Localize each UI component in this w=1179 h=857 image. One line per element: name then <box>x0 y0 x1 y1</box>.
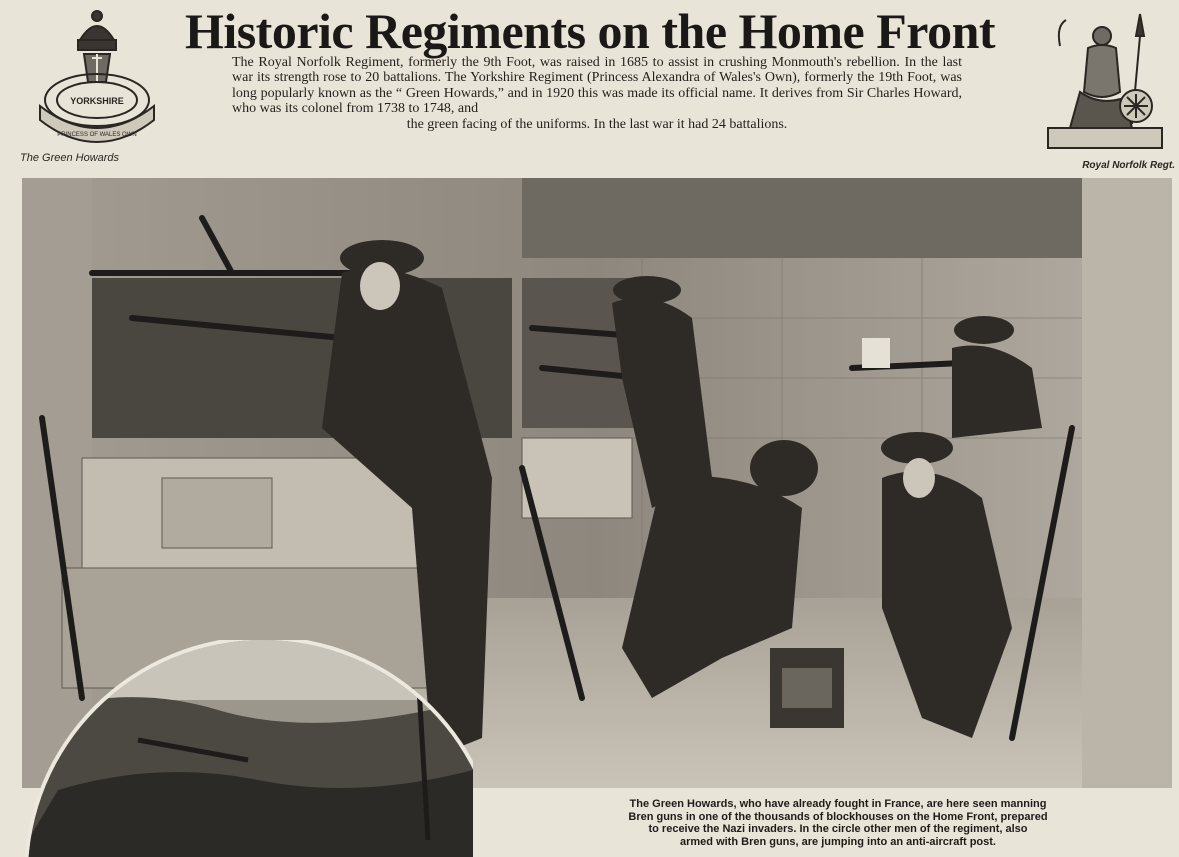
caption-line: to receive the Nazi invaders. In the circle other men of the regiment, also <box>648 823 1028 836</box>
photo-caption <box>520 798 1156 848</box>
intro-line: name. It derives from Sir Charles Howard, who was its colonel from 1738 to 1748, and <box>232 85 962 117</box>
page-title: Historic Regiments on the Home Front <box>184 3 996 59</box>
anti-aircraft-post-inset <box>18 640 473 857</box>
right-crest-caption: Royal Norfolk Regt. <box>1082 160 1175 171</box>
intro-paragraph <box>232 55 962 132</box>
caption-line: Bren guns in one of the thousands of blockhouses on the Home Front, prepared <box>628 810 1048 823</box>
crest-ring-text: PRINCESS OF WALES OWN <box>57 132 137 138</box>
intro-line: long popularly known as the “ Green Howards,” and in 1920 this was made its official <box>232 85 719 101</box>
intro-line: Yorkshire Regiment (Princess Alexandra of Wales's Own), formerly the 19th Foot, was <box>470 70 962 86</box>
britannia-crest-icon <box>1040 6 1170 156</box>
crest-band-text: YORKSHIRE <box>70 96 124 106</box>
intro-line: crushing Monmouth's rebellion. In the last war its strength rose to 20 battalions. The <box>232 55 962 86</box>
caption-line: armed with Bren guns, are jumping into an anti-aircraft post. <box>680 835 996 848</box>
intro-line: The Royal Norfolk Regiment, formerly the 9th Foot, was raised in 1685 to assist in <box>232 55 715 70</box>
caption-line: The Green Howards, who have already fought in France, are here seen manning <box>629 798 1047 810</box>
left-crest-caption: The Green Howards <box>20 152 120 164</box>
green-howards-crest-icon <box>28 8 166 156</box>
intro-line: the green facing of the uniforms. In the last war it had 24 battalions. <box>406 116 788 132</box>
